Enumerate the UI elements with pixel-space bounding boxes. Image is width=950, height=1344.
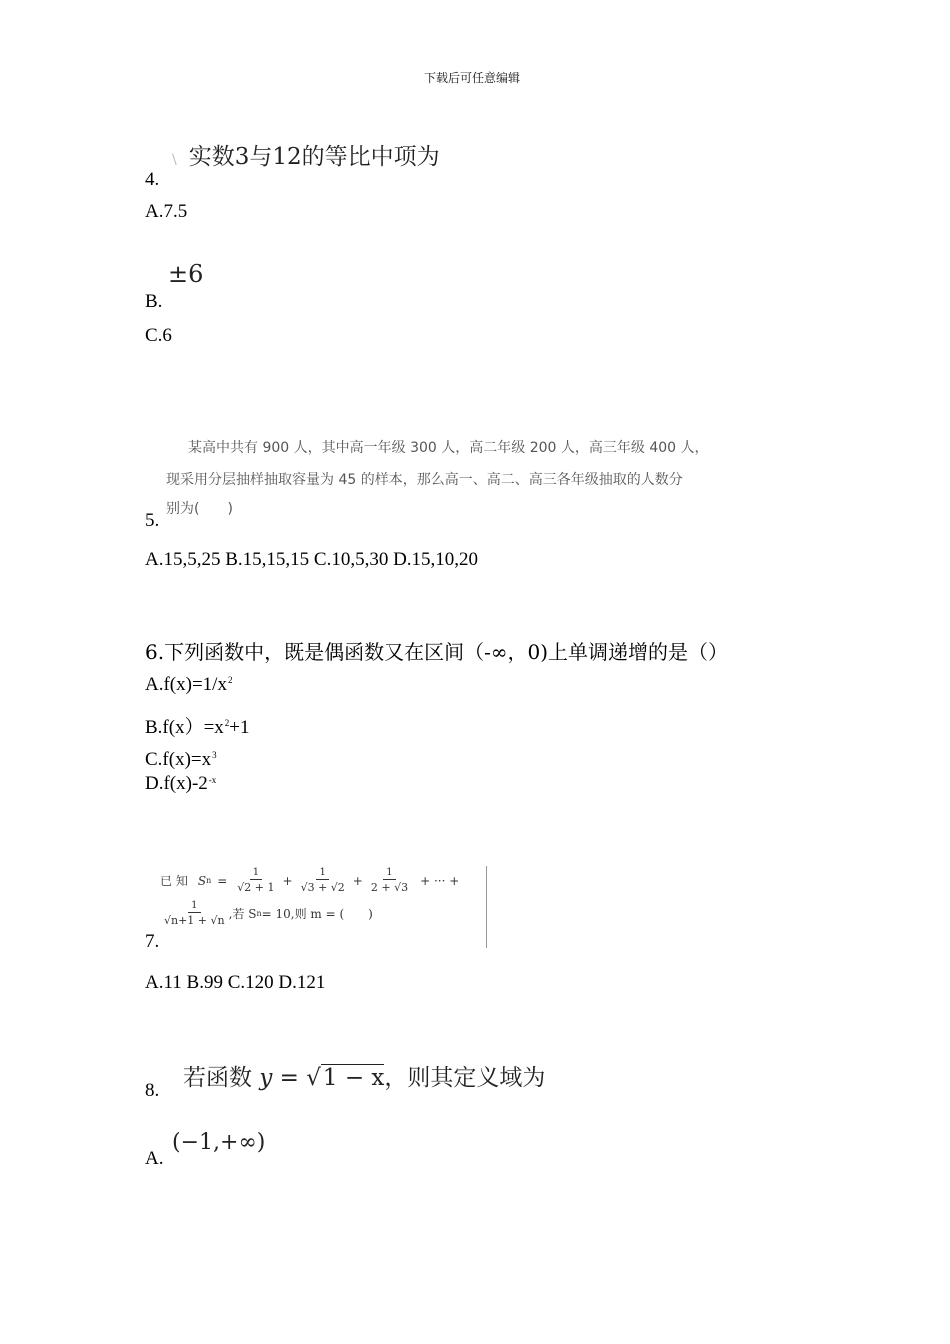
q7-frac-4 bbox=[164, 899, 225, 928]
q7-plus-1: + bbox=[282, 873, 293, 888]
q7-dots: + ··· + bbox=[420, 873, 460, 888]
q5-stem-line-3: 别为( ) bbox=[166, 501, 233, 517]
q8-root: √ bbox=[306, 1065, 321, 1091]
q6-option-c bbox=[145, 749, 217, 771]
q8-post: ，则其定义域为 bbox=[384, 1065, 546, 1091]
q6-option-b-tail: +1 bbox=[229, 717, 250, 738]
q7-frac-4-den: √n+1 + √n bbox=[164, 914, 225, 927]
q4-number: 4. bbox=[145, 169, 160, 190]
q6-option-a-text: A.f(x)=1/x bbox=[145, 674, 227, 695]
q7-tail-2: = 10,则 m = ( ) bbox=[261, 907, 373, 921]
q4-stem-image: \ 实数3与12的等比中项为 bbox=[172, 144, 440, 170]
page-header: 下载后可任意编辑 bbox=[424, 71, 521, 85]
q4-stem-text: 实数3与12的等比中项为 bbox=[188, 144, 440, 170]
q8-y: y bbox=[259, 1065, 273, 1091]
q8-stem-image bbox=[183, 1059, 545, 1092]
q6-option-c-sup: 3 bbox=[212, 750, 217, 760]
q8-pre: 若函数 bbox=[183, 1065, 260, 1091]
q6-option-d-sup: -x bbox=[208, 775, 217, 785]
q7-frac-1-den: √2 + 1 bbox=[237, 881, 275, 894]
q7-image-edge bbox=[486, 866, 487, 948]
q7-lead: 已 知 bbox=[160, 874, 188, 888]
q8-eq: = bbox=[272, 1065, 307, 1091]
q7-tail-sub: n bbox=[256, 909, 262, 918]
q8-option-a: A. bbox=[145, 1148, 164, 1169]
q7-eq: = bbox=[217, 873, 228, 888]
q4-option-b-image: ±6 bbox=[168, 260, 204, 288]
q7-number: 7. bbox=[145, 931, 160, 952]
q7-frac-2 bbox=[301, 866, 345, 895]
q6-option-d-text: D.f(x)-2 bbox=[145, 773, 208, 794]
q7-frac-2-num: 1 bbox=[316, 866, 328, 880]
q5-options: A.15,5,25 B.15,15,15 C.10,5,30 D.15,10,20 bbox=[145, 549, 479, 570]
q7-sn-sub: n bbox=[206, 876, 212, 885]
q6-option-a bbox=[145, 674, 232, 696]
q5-number: 5. bbox=[145, 510, 160, 531]
q7-tail: ,若 S bbox=[228, 907, 257, 921]
q6-option-d bbox=[145, 773, 216, 795]
q7-sn: S bbox=[197, 873, 207, 888]
q6-option-b-sup: 2 bbox=[224, 718, 230, 728]
q7-frac-4-num: 1 bbox=[188, 899, 200, 913]
q4-option-c: C.6 bbox=[145, 325, 172, 346]
q8-number: 8. bbox=[145, 1080, 160, 1101]
q5-stem-image bbox=[166, 432, 709, 525]
q6-option-a-sup: 2 bbox=[227, 675, 233, 685]
q7-plus-2: + bbox=[352, 873, 363, 888]
q5-stem-line-1: 某高中共有 900 人，其中高一年级 300 人，高二年级 200 人，高三年级 400 人， bbox=[188, 440, 709, 456]
q6-option-b-text: B.f(x）=x bbox=[145, 717, 224, 738]
q6-option-c-text: C.f(x)=x bbox=[145, 749, 212, 770]
q8-radicand: 1 − x bbox=[322, 1065, 385, 1091]
q7-frac-3-den: 2 + √3 bbox=[370, 881, 409, 894]
q7-frac-3-num: 1 bbox=[383, 866, 395, 880]
q7-options: A.11 B.99 C.120 D.121 bbox=[145, 972, 326, 993]
q6-option-b bbox=[145, 712, 250, 739]
q8-option-a-image: (−1,+∞) bbox=[172, 1130, 266, 1155]
q7-frac-1 bbox=[237, 866, 274, 895]
q6-stem: 6.下列函数中，既是偶函数又在区间（-∞，0)上单调递增的是（） bbox=[145, 640, 729, 664]
q7-frac-3 bbox=[371, 866, 408, 895]
q7-frac-2-den: √3 + √2 bbox=[300, 881, 345, 894]
q4-option-b: B. bbox=[145, 291, 163, 312]
q7-stem-image bbox=[160, 866, 459, 928]
q7-frac-1-num: 1 bbox=[250, 866, 262, 880]
q4-option-a: A.7.5 bbox=[145, 201, 188, 222]
q5-stem-line-2: 现采用分层抽样抽取容量为 45 的样本，那么高一、高二、高三各年级抽取的人数分 bbox=[166, 472, 683, 488]
